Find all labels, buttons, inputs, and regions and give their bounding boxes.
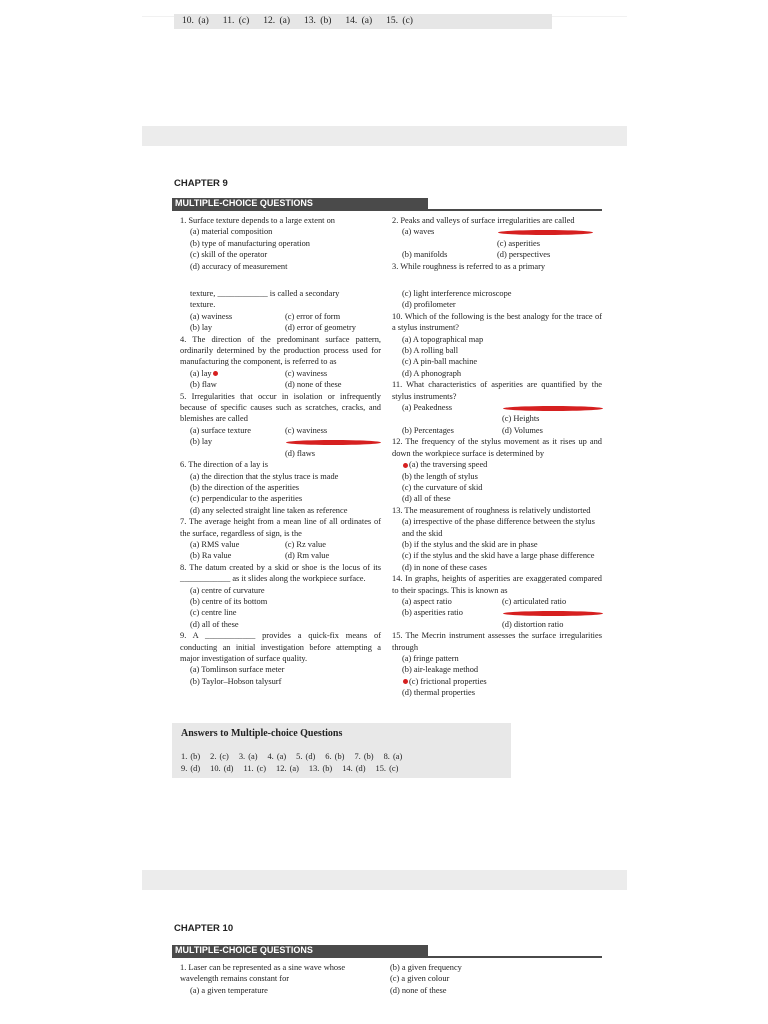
answer-item: 4. (a): [267, 752, 287, 761]
page-separator-band: [142, 126, 627, 146]
option-marked: (c) Heights: [502, 402, 604, 425]
option: (b) Taylor–Hobson talysurf: [190, 676, 282, 686]
question-2-3-block: [392, 215, 590, 272]
option: (b) centre of its bottom: [190, 596, 268, 606]
option: (b) a given frequency: [390, 963, 462, 972]
answer-item: 2. (c): [210, 752, 229, 761]
option: (c) waviness: [285, 368, 328, 378]
answer-item: 15. (c): [375, 764, 399, 773]
mcq-header-bar: MULTIPLE-CHOICE QUESTIONS: [172, 198, 428, 209]
option: (a) a given temperature: [190, 985, 268, 995]
option: (b) manifolds: [402, 250, 448, 260]
mcq-header-rule: [172, 209, 602, 211]
option: (a) Tomlinson surface meter: [190, 665, 285, 675]
option: (c) A pin-ball machine: [402, 357, 478, 367]
option: (b) lay: [190, 323, 213, 333]
option: (b) flaw: [190, 380, 217, 390]
option: (d) none of these: [390, 985, 447, 995]
answer-mark-icon: [403, 463, 408, 468]
option: (a) RMS value: [190, 539, 240, 549]
question-text: 7. The average height from a mean line of all ordinates of the surface, regardless of sign, is the: [180, 517, 381, 538]
mcq-header-bar: MULTIPLE-CHOICE QUESTIONS: [172, 945, 428, 956]
option-marked: (a) centre of curvature: [190, 585, 265, 595]
option: (b) lay: [190, 437, 213, 447]
question-text: 6. The direction of a lay is: [180, 460, 268, 470]
answer-item: 13. (b): [304, 16, 332, 26]
option: (b) Percentages: [402, 425, 454, 435]
option: (d) error of geometry: [285, 323, 356, 333]
answer-item: 14. (d): [342, 764, 366, 773]
question-text: 9. A ____________ provides a quick-fix means of conducting an initial investigation before attempting a major investigation of surface quality.: [180, 631, 381, 663]
option: (c) Rz value: [285, 539, 326, 549]
answer-item: 9. (d): [181, 764, 201, 773]
answers-title: Answers to Multiple-choice Questions: [181, 728, 343, 739]
answer-item: 1. (b): [181, 752, 201, 761]
option: (c) error of form: [285, 311, 341, 321]
option-marked: (b) type of manufacturing operation: [190, 238, 310, 248]
answer-item: 10. (d): [210, 764, 234, 773]
option: (c) centre line: [190, 608, 237, 618]
answer-item: 8. (a): [383, 752, 403, 761]
option: (c) waviness: [285, 425, 328, 435]
option: (b) A rolling ball: [402, 346, 459, 356]
option-marked: (b) the direction of the asperities: [190, 482, 300, 492]
option: (a) the direction that the stylus trace is made: [190, 471, 339, 481]
option: (c) if the stylus and the skid have a large phase difference: [402, 551, 595, 561]
question-text: 8. The datum created by a skid or shoe is the locus of its ____________ as it slides along the workpiece surface.: [180, 562, 381, 584]
option-marked: (a) lay: [190, 368, 285, 379]
answers-row-2: [181, 764, 408, 773]
answer-mark-icon: [286, 440, 381, 445]
option: (a) fringe pattern: [402, 654, 459, 663]
answer-mark-icon: [213, 371, 218, 376]
option: (d) Rm value: [285, 551, 330, 561]
question-text: 14. In graphs, heights of asperities are exaggerated compared to their spacings. This is known as: [392, 574, 602, 595]
option: (d) Volumes: [502, 425, 543, 435]
answer-item: 14. (a): [345, 16, 373, 26]
chapter-10-question-1-right: [390, 962, 540, 996]
option-marked: (b) if the stylus and the skid are in phase: [402, 539, 538, 549]
option: (d) all of these: [402, 494, 451, 504]
question-text: 2. Peaks and valleys of surface irregularities are called: [392, 216, 575, 225]
option: (b) asperities ratio: [402, 608, 463, 618]
question-text: 1. Surface texture depends to a large extent on: [180, 216, 335, 225]
answer-item: 6. (b): [325, 752, 345, 761]
option: (d) accuracy of measurement: [190, 261, 288, 271]
option-marked: (a) the traversing speed: [392, 459, 602, 470]
answer-item: 10. (a): [182, 16, 209, 26]
option-marked: (c) asperities: [497, 226, 594, 249]
option-marked: (d) profilometer: [402, 300, 456, 310]
option-marked: (c) frictional properties: [392, 676, 602, 687]
answer-item: 7. (b): [354, 752, 374, 761]
mcq-header-rule: [172, 956, 602, 958]
question-text: 4. The direction of the predominant surface pattern, ordinarily determined by the production process used for manufacturing the component, is referred to as: [180, 334, 381, 367]
option-marked: (a) waviness: [190, 311, 233, 321]
option: (c) articulated ratio: [502, 596, 567, 606]
question-text: texture.: [190, 300, 216, 310]
option: (b) air-leakage method: [402, 665, 479, 675]
option: (d) perspectives: [497, 250, 551, 260]
option: (d) all of these: [190, 619, 239, 629]
option: (a) surface texture: [190, 425, 251, 435]
option-marked: (b) Ra value: [190, 551, 232, 561]
answers-strip-previous-chapter: [174, 14, 552, 29]
right-question-column: [392, 288, 602, 699]
answer-item: 15. (c): [386, 16, 413, 26]
answer-mark-icon: [503, 611, 603, 616]
option: (c) the curvature of skid: [402, 482, 483, 492]
option: (d) thermal properties: [402, 688, 476, 698]
option: (a) material composition: [190, 227, 273, 237]
option: (a) Peakedness: [402, 403, 452, 413]
answer-item: 13. (b): [308, 764, 333, 773]
answer-item: 11. (c): [222, 16, 250, 26]
answer-item: 12. (a): [276, 764, 299, 773]
option: (a) irrespective of the phase difference between the stylus and the skid: [402, 517, 595, 538]
chapter-10-label: CHAPTER 10: [174, 923, 234, 934]
answer-mark-icon: [403, 679, 408, 684]
option: (c) skill of the operator: [190, 250, 268, 260]
option: (c) light interference microscope: [402, 289, 512, 298]
option: (c) perpendicular to the asperities: [190, 494, 303, 504]
option: (c) a given colour: [390, 974, 450, 984]
chapter-10-question-1-left: [180, 962, 375, 996]
option: (d) none of these: [285, 380, 342, 390]
option: (b) the length of stylus: [402, 471, 478, 481]
question-text: 13. The measurement of roughness is relatively undistorted: [392, 505, 591, 515]
option: (a) aspect ratio: [402, 596, 452, 606]
option: (a) waves: [402, 227, 435, 237]
option: (d) any selected straight line taken as reference: [190, 505, 348, 515]
answer-mark-icon: [498, 230, 593, 235]
question-text: 11. What characteristics of asperities are quantified by the stylus instruments?: [392, 380, 602, 401]
question-1-block: [180, 215, 380, 272]
answer-item: 12. (a): [263, 16, 291, 26]
question-text: 10. Which of the following is the best analogy for the trace of a stylus instrument?: [392, 311, 602, 333]
question-text: texture, ____________ is called a secondary: [190, 289, 340, 298]
question-text: 15. The Mecrin instrument assesses the surface irregularities through: [392, 631, 602, 652]
answer-item: 11. (c): [243, 764, 267, 773]
option: (d) in none of these cases: [402, 562, 487, 572]
page-separator-band: [142, 870, 627, 890]
answer-item: 3. (a): [238, 752, 258, 761]
question-text: 1. Laser can be represented as a sine wave whose wavelength remains constant for: [180, 963, 346, 984]
option-marked: (d) flaws: [285, 436, 382, 459]
option-marked: (d) A phonograph: [402, 368, 462, 378]
option-marked: (d) distortion ratio: [502, 607, 604, 630]
answer-mark-icon: [503, 406, 603, 411]
answer-item: 5. (d): [296, 752, 316, 761]
answers-row-1: [181, 752, 412, 761]
chapter-9-label: CHAPTER 9: [174, 178, 228, 189]
question-text: 5. Irregularities that occur in isolation or infrequently because of specific causes such as scratches, cracks, and blemishes are called: [180, 391, 381, 424]
left-question-column: [180, 288, 381, 687]
question-text: 3. While roughness is referred to as a primary: [392, 261, 546, 271]
option: (a) A topographical map: [402, 334, 484, 344]
question-text: 12. The frequency of the stylus movement as it rises up and down the workpiece surface is determined by: [392, 437, 602, 458]
